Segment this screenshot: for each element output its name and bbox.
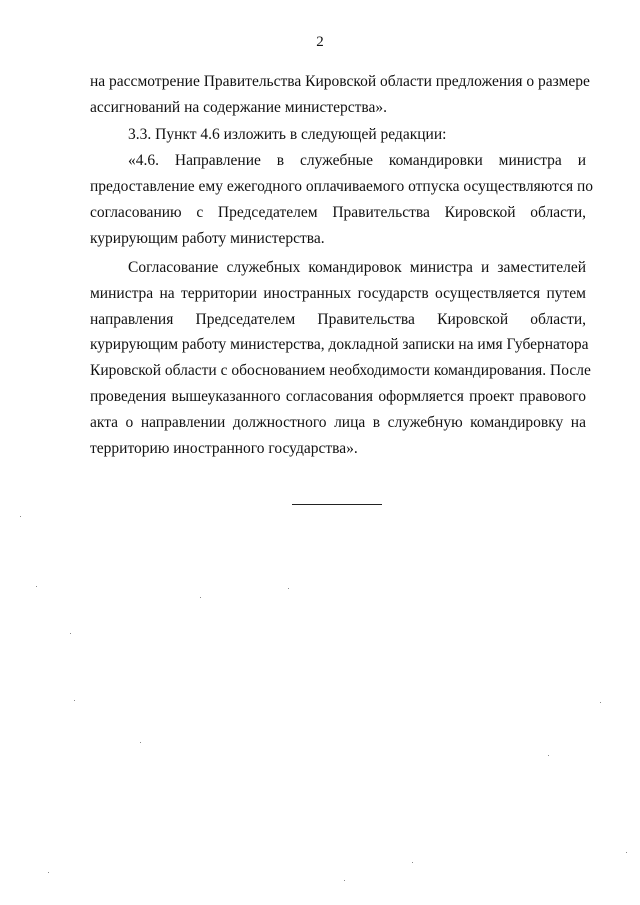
- scan-speck: [48, 872, 49, 873]
- text-line: курирующим работу министерства.: [90, 230, 325, 247]
- separator-line: [292, 504, 382, 505]
- text-line: курирующим работу министерства, докладной записки на имя Губернатора: [90, 336, 589, 353]
- text-line: проведения вышеуказанного согласования оформляется проект правового: [90, 388, 586, 405]
- scan-speck: [600, 702, 601, 703]
- text-line: 3.3. Пункт 4.6 изложить в следующей редакции:: [128, 126, 447, 143]
- text-line: предоставление ему ежегодного оплачиваемого отпуска осуществляются по: [90, 178, 594, 195]
- scan-speck: [36, 586, 37, 587]
- text-line: согласованию с Председателем Правительства Кировской области,: [90, 204, 586, 221]
- scan-speck: [20, 516, 21, 517]
- scan-speck: [412, 862, 413, 863]
- scan-speck: [548, 755, 549, 756]
- scan-speck: [626, 852, 627, 853]
- text-line: направления Председателем Правительства Кировской области,: [90, 311, 586, 328]
- scan-speck: [344, 880, 345, 881]
- text-line: «4.6. Направление в служебные командировки министра и: [128, 152, 586, 169]
- scan-speck: [140, 742, 141, 743]
- text-line: министра на территории иностранных государств осуществляется путем: [90, 285, 586, 302]
- text-line: территорию иностранного государства».: [90, 440, 358, 457]
- text-line: акта о направлении должностного лица в служебную командировку на: [90, 414, 586, 431]
- text-line: Согласование служебных командировок министра и заместителей: [128, 259, 586, 276]
- page-number: 2: [316, 34, 324, 50]
- text-line: Кировской области с обоснованием необходимости командирования. После: [90, 362, 591, 379]
- scan-speck: [70, 633, 71, 634]
- scan-speck: [200, 597, 201, 598]
- scan-speck: [74, 700, 75, 701]
- text-line: ассигнований на содержание министерства».: [90, 99, 388, 116]
- text-line: на рассмотрение Правительства Кировской области предложения о размере: [90, 73, 590, 90]
- scan-speck: [288, 588, 289, 589]
